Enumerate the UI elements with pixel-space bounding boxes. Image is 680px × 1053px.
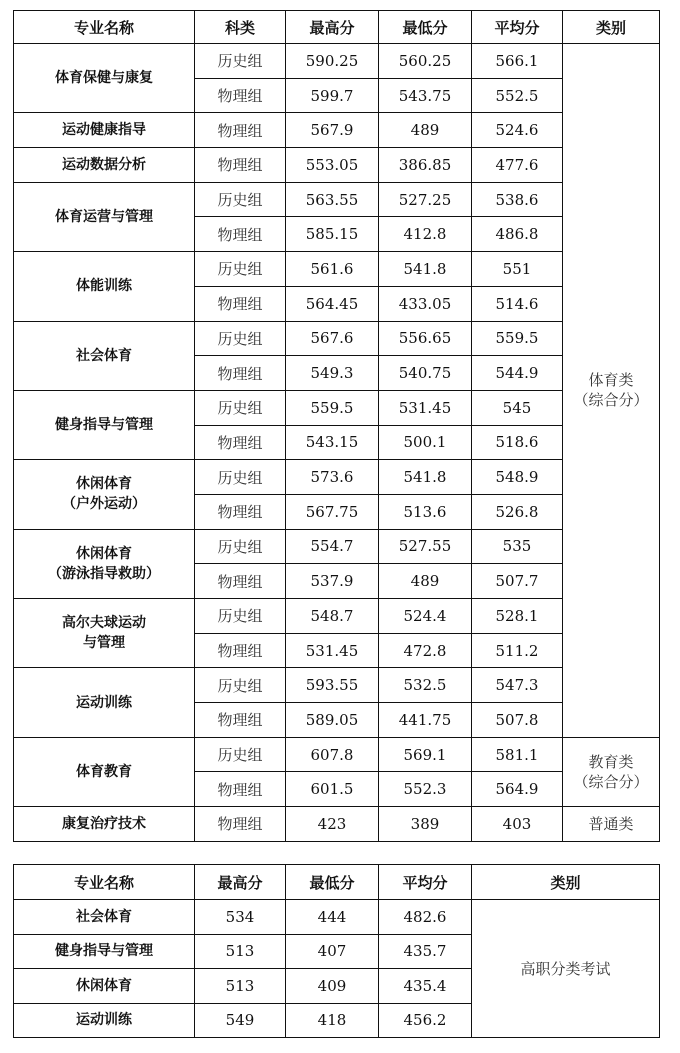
major-name-cell: 体育运营与管理 bbox=[14, 182, 195, 251]
min-score-cell: 569.1 bbox=[379, 737, 472, 772]
min-score-cell: 489 bbox=[379, 113, 472, 148]
major-name-cell: 运动训练 bbox=[14, 668, 195, 737]
max-score-cell: 548.7 bbox=[286, 599, 379, 634]
avg-score-cell: 403 bbox=[472, 807, 563, 842]
avg-score-cell: 514.6 bbox=[472, 286, 563, 321]
header-max: 最高分 bbox=[286, 11, 379, 44]
subject-cell: 历史组 bbox=[195, 252, 286, 287]
avg-score-cell: 526.8 bbox=[472, 494, 563, 529]
min-score-cell: 540.75 bbox=[379, 356, 472, 391]
table-header-row bbox=[14, 11, 660, 44]
header-avg: 平均分 bbox=[472, 11, 563, 44]
min-score-cell: 441.75 bbox=[379, 703, 472, 738]
max-score-cell: 590.25 bbox=[286, 44, 379, 79]
avg-score-cell: 486.8 bbox=[472, 217, 563, 252]
major-name-cell: 休闲体育 （户外运动） bbox=[14, 460, 195, 529]
subject-cell: 物理组 bbox=[195, 113, 286, 148]
subject-cell: 物理组 bbox=[195, 217, 286, 252]
max-score-cell: 513 bbox=[195, 969, 286, 1004]
major-name-cell: 休闲体育 （游泳指导救助） bbox=[14, 529, 195, 598]
major-name-cell: 休闲体育 bbox=[14, 969, 195, 1004]
major-name-cell: 体能训练 bbox=[14, 252, 195, 321]
major-name-cell: 健身指导与管理 bbox=[14, 390, 195, 459]
table-row bbox=[14, 900, 660, 935]
subject-cell: 历史组 bbox=[195, 529, 286, 564]
avg-score-cell: 564.9 bbox=[472, 772, 563, 807]
min-score-cell: 532.5 bbox=[379, 668, 472, 703]
min-score-cell: 527.25 bbox=[379, 182, 472, 217]
major-name-cell: 社会体育 bbox=[14, 321, 195, 390]
category-cell: 教育类 （综合分） bbox=[563, 737, 660, 806]
min-score-cell: 541.8 bbox=[379, 252, 472, 287]
table-header-row bbox=[14, 865, 660, 900]
avg-score-cell: 545 bbox=[472, 390, 563, 425]
avg-score-cell: 507.7 bbox=[472, 564, 563, 599]
min-score-cell: 386.85 bbox=[379, 148, 472, 183]
max-score-cell: 601.5 bbox=[286, 772, 379, 807]
major-name-cell: 健身指导与管理 bbox=[14, 934, 195, 969]
major-name-cell: 康复治疗技术 bbox=[14, 807, 195, 842]
header-major: 专业名称 bbox=[14, 865, 195, 900]
table-row bbox=[14, 737, 660, 772]
max-score-cell: 534 bbox=[195, 900, 286, 935]
table-row bbox=[14, 807, 660, 842]
subject-cell: 物理组 bbox=[195, 494, 286, 529]
subject-cell: 物理组 bbox=[195, 78, 286, 113]
min-score-cell: 433.05 bbox=[379, 286, 472, 321]
subject-cell: 物理组 bbox=[195, 286, 286, 321]
header-avg: 平均分 bbox=[379, 865, 472, 900]
max-score-cell: 543.15 bbox=[286, 425, 379, 460]
subject-cell: 物理组 bbox=[195, 564, 286, 599]
avg-score-cell: 435.4 bbox=[379, 969, 472, 1004]
max-score-cell: 607.8 bbox=[286, 737, 379, 772]
avg-score-cell: 566.1 bbox=[472, 44, 563, 79]
subject-cell: 历史组 bbox=[195, 321, 286, 356]
max-score-cell: 559.5 bbox=[286, 390, 379, 425]
major-name-cell: 运动训练 bbox=[14, 1003, 195, 1038]
max-score-cell: 561.6 bbox=[286, 252, 379, 287]
max-score-cell: 567.75 bbox=[286, 494, 379, 529]
avg-score-cell: 548.9 bbox=[472, 460, 563, 495]
major-name-cell: 社会体育 bbox=[14, 900, 195, 935]
max-score-cell: 573.6 bbox=[286, 460, 379, 495]
avg-score-cell: 528.1 bbox=[472, 599, 563, 634]
major-name-cell: 体育保健与康复 bbox=[14, 44, 195, 113]
avg-score-cell: 535 bbox=[472, 529, 563, 564]
max-score-cell: 567.9 bbox=[286, 113, 379, 148]
min-score-cell: 389 bbox=[379, 807, 472, 842]
subject-cell: 历史组 bbox=[195, 460, 286, 495]
subject-cell: 历史组 bbox=[195, 390, 286, 425]
subject-cell: 历史组 bbox=[195, 599, 286, 634]
header-max: 最高分 bbox=[195, 865, 286, 900]
category-cell: 体育类 （综合分） bbox=[563, 44, 660, 738]
min-score-cell: 527.55 bbox=[379, 529, 472, 564]
subject-cell: 物理组 bbox=[195, 425, 286, 460]
max-score-cell: 537.9 bbox=[286, 564, 379, 599]
header-min: 最低分 bbox=[379, 11, 472, 44]
avg-score-cell: 456.2 bbox=[379, 1003, 472, 1038]
min-score-cell: 500.1 bbox=[379, 425, 472, 460]
max-score-cell: 531.45 bbox=[286, 633, 379, 668]
header-category: 类别 bbox=[563, 11, 660, 44]
category-cell: 高职分类考试 bbox=[472, 900, 660, 1038]
major-name-cell: 运动健康指导 bbox=[14, 113, 195, 148]
avg-score-cell: 477.6 bbox=[472, 148, 563, 183]
major-name-cell: 运动数据分析 bbox=[14, 148, 195, 183]
avg-score-cell: 538.6 bbox=[472, 182, 563, 217]
max-score-cell: 554.7 bbox=[286, 529, 379, 564]
max-score-cell: 567.6 bbox=[286, 321, 379, 356]
min-score-cell: 531.45 bbox=[379, 390, 472, 425]
subject-cell: 物理组 bbox=[195, 703, 286, 738]
min-score-cell: 418 bbox=[286, 1003, 379, 1038]
min-score-cell: 513.6 bbox=[379, 494, 472, 529]
subject-cell: 历史组 bbox=[195, 44, 286, 79]
min-score-cell: 472.8 bbox=[379, 633, 472, 668]
avg-score-cell: 507.8 bbox=[472, 703, 563, 738]
max-score-cell: 563.55 bbox=[286, 182, 379, 217]
max-score-cell: 549.3 bbox=[286, 356, 379, 391]
header-min: 最低分 bbox=[286, 865, 379, 900]
major-name-cell: 高尔夫球运动 与管理 bbox=[14, 599, 195, 668]
subject-cell: 物理组 bbox=[195, 633, 286, 668]
max-score-cell: 553.05 bbox=[286, 148, 379, 183]
min-score-cell: 541.8 bbox=[379, 460, 472, 495]
subject-cell: 物理组 bbox=[195, 772, 286, 807]
max-score-cell: 549 bbox=[195, 1003, 286, 1038]
avg-score-cell: 547.3 bbox=[472, 668, 563, 703]
major-name-cell: 体育教育 bbox=[14, 737, 195, 806]
header-subject: 科类 bbox=[195, 11, 286, 44]
avg-score-cell: 518.6 bbox=[472, 425, 563, 460]
subject-cell: 物理组 bbox=[195, 356, 286, 391]
header-major: 专业名称 bbox=[14, 11, 195, 44]
avg-score-cell: 581.1 bbox=[472, 737, 563, 772]
avg-score-cell: 482.6 bbox=[379, 900, 472, 935]
max-score-cell: 513 bbox=[195, 934, 286, 969]
avg-score-cell: 524.6 bbox=[472, 113, 563, 148]
min-score-cell: 412.8 bbox=[379, 217, 472, 252]
subject-cell: 物理组 bbox=[195, 148, 286, 183]
min-score-cell: 556.65 bbox=[379, 321, 472, 356]
min-score-cell: 489 bbox=[379, 564, 472, 599]
avg-score-cell: 544.9 bbox=[472, 356, 563, 391]
subject-cell: 物理组 bbox=[195, 807, 286, 842]
category-cell: 普通类 bbox=[563, 807, 660, 842]
avg-score-cell: 511.2 bbox=[472, 633, 563, 668]
max-score-cell: 599.7 bbox=[286, 78, 379, 113]
header-category: 类别 bbox=[472, 865, 660, 900]
min-score-cell: 407 bbox=[286, 934, 379, 969]
min-score-cell: 524.4 bbox=[379, 599, 472, 634]
min-score-cell: 543.75 bbox=[379, 78, 472, 113]
subject-cell: 历史组 bbox=[195, 668, 286, 703]
max-score-cell: 585.15 bbox=[286, 217, 379, 252]
max-score-cell: 589.05 bbox=[286, 703, 379, 738]
min-score-cell: 444 bbox=[286, 900, 379, 935]
avg-score-cell: 435.7 bbox=[379, 934, 472, 969]
score-table-main bbox=[13, 10, 660, 842]
max-score-cell: 423 bbox=[286, 807, 379, 842]
min-score-cell: 552.3 bbox=[379, 772, 472, 807]
subject-cell: 历史组 bbox=[195, 737, 286, 772]
score-table-vocational bbox=[13, 864, 660, 1038]
max-score-cell: 593.55 bbox=[286, 668, 379, 703]
subject-cell: 历史组 bbox=[195, 182, 286, 217]
max-score-cell: 564.45 bbox=[286, 286, 379, 321]
min-score-cell: 560.25 bbox=[379, 44, 472, 79]
avg-score-cell: 552.5 bbox=[472, 78, 563, 113]
table-row bbox=[14, 44, 660, 79]
min-score-cell: 409 bbox=[286, 969, 379, 1004]
avg-score-cell: 559.5 bbox=[472, 321, 563, 356]
avg-score-cell: 551 bbox=[472, 252, 563, 287]
